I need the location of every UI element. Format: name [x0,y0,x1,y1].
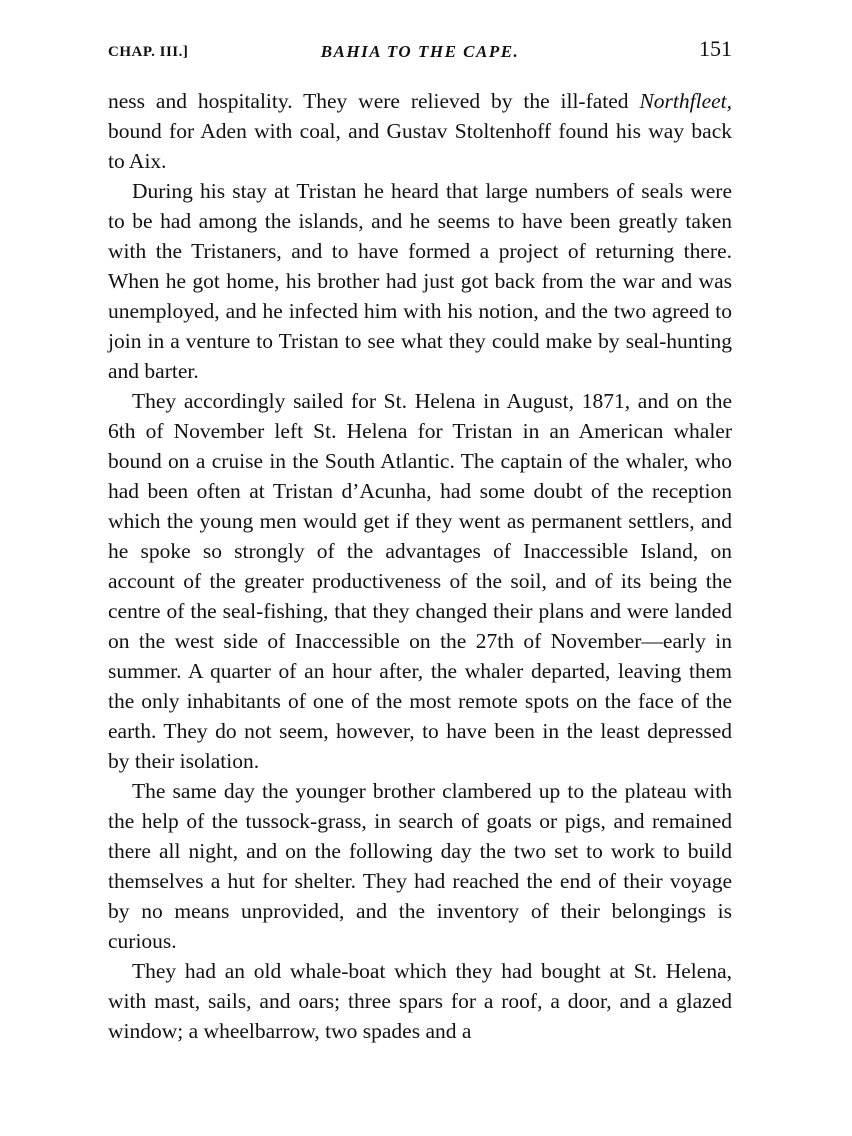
running-header [108,36,732,70]
body-text [108,86,732,1046]
paragraph-4: The same day the younger brother clambered up to the plateau with the help of the tussock-grass, in search of goats or pigs, and remained there all night, and on the following day the two set to work to build themselves a hut for shelter. They had reached the end of their voyage by no means unprovided, and the inventory of their belongings is curious. [108,779,732,953]
chapter-label: CHAP. III.] [108,44,189,60]
paragraph-1-tail: bound for Aden with coal, and Gustav Stoltenhoff found his way back to Aix. [108,119,732,173]
paragraph-3: They accordingly sailed for St. Helena in August, 1871, and on the 6th of November left St. Helena for Tristan in an American whaler bound on a cruise in the South Atlantic. The captain of the whaler, who had been often at Tristan d’Acunha, had some doubt of the reception which the young men would get if they went as permanent settlers, and he spoke so strongly of the advantages of Inaccessible Island, on account of the greater productiveness of the soil, and of its being the centre of the seal-fishing, that they changed their plans and were landed on the west side of Inaccessible on the 27th of November—early in summer. A quarter of an hour after, the whaler departed, leaving them the only inhabitants of one of the most remote spots on the face of the earth. They do not seem, however, to have been in the least depressed by their isolation. [108,389,732,773]
paragraph-1 [108,86,732,176]
page-number: 151 [699,36,732,61]
paragraph-1-lead: ness and hospitality. They were relieved by the ill-fated [108,89,640,113]
ship-name: Northfleet, [639,89,732,113]
paragraph-5: They had an old whale-boat which they had bought at St. Helena, with mast, sails, and oars; three spars for a roof, a door, and a glazed window; a wheelbarrow, two spades and a [108,959,732,1043]
running-title: BAHIA TO THE CAPE. [320,42,520,61]
paragraph-2: During his stay at Tristan he heard that large numbers of seals were to be had among the islands, and he seems to have been greatly taken with the Tristaners, and to have formed a project of returning there. When he got home, his brother had just got back from the war and was unemployed, and he infected him with his notion, and the two agreed to join in a venture to Tristan to see what they could make by seal-hunting and barter. [108,179,732,383]
